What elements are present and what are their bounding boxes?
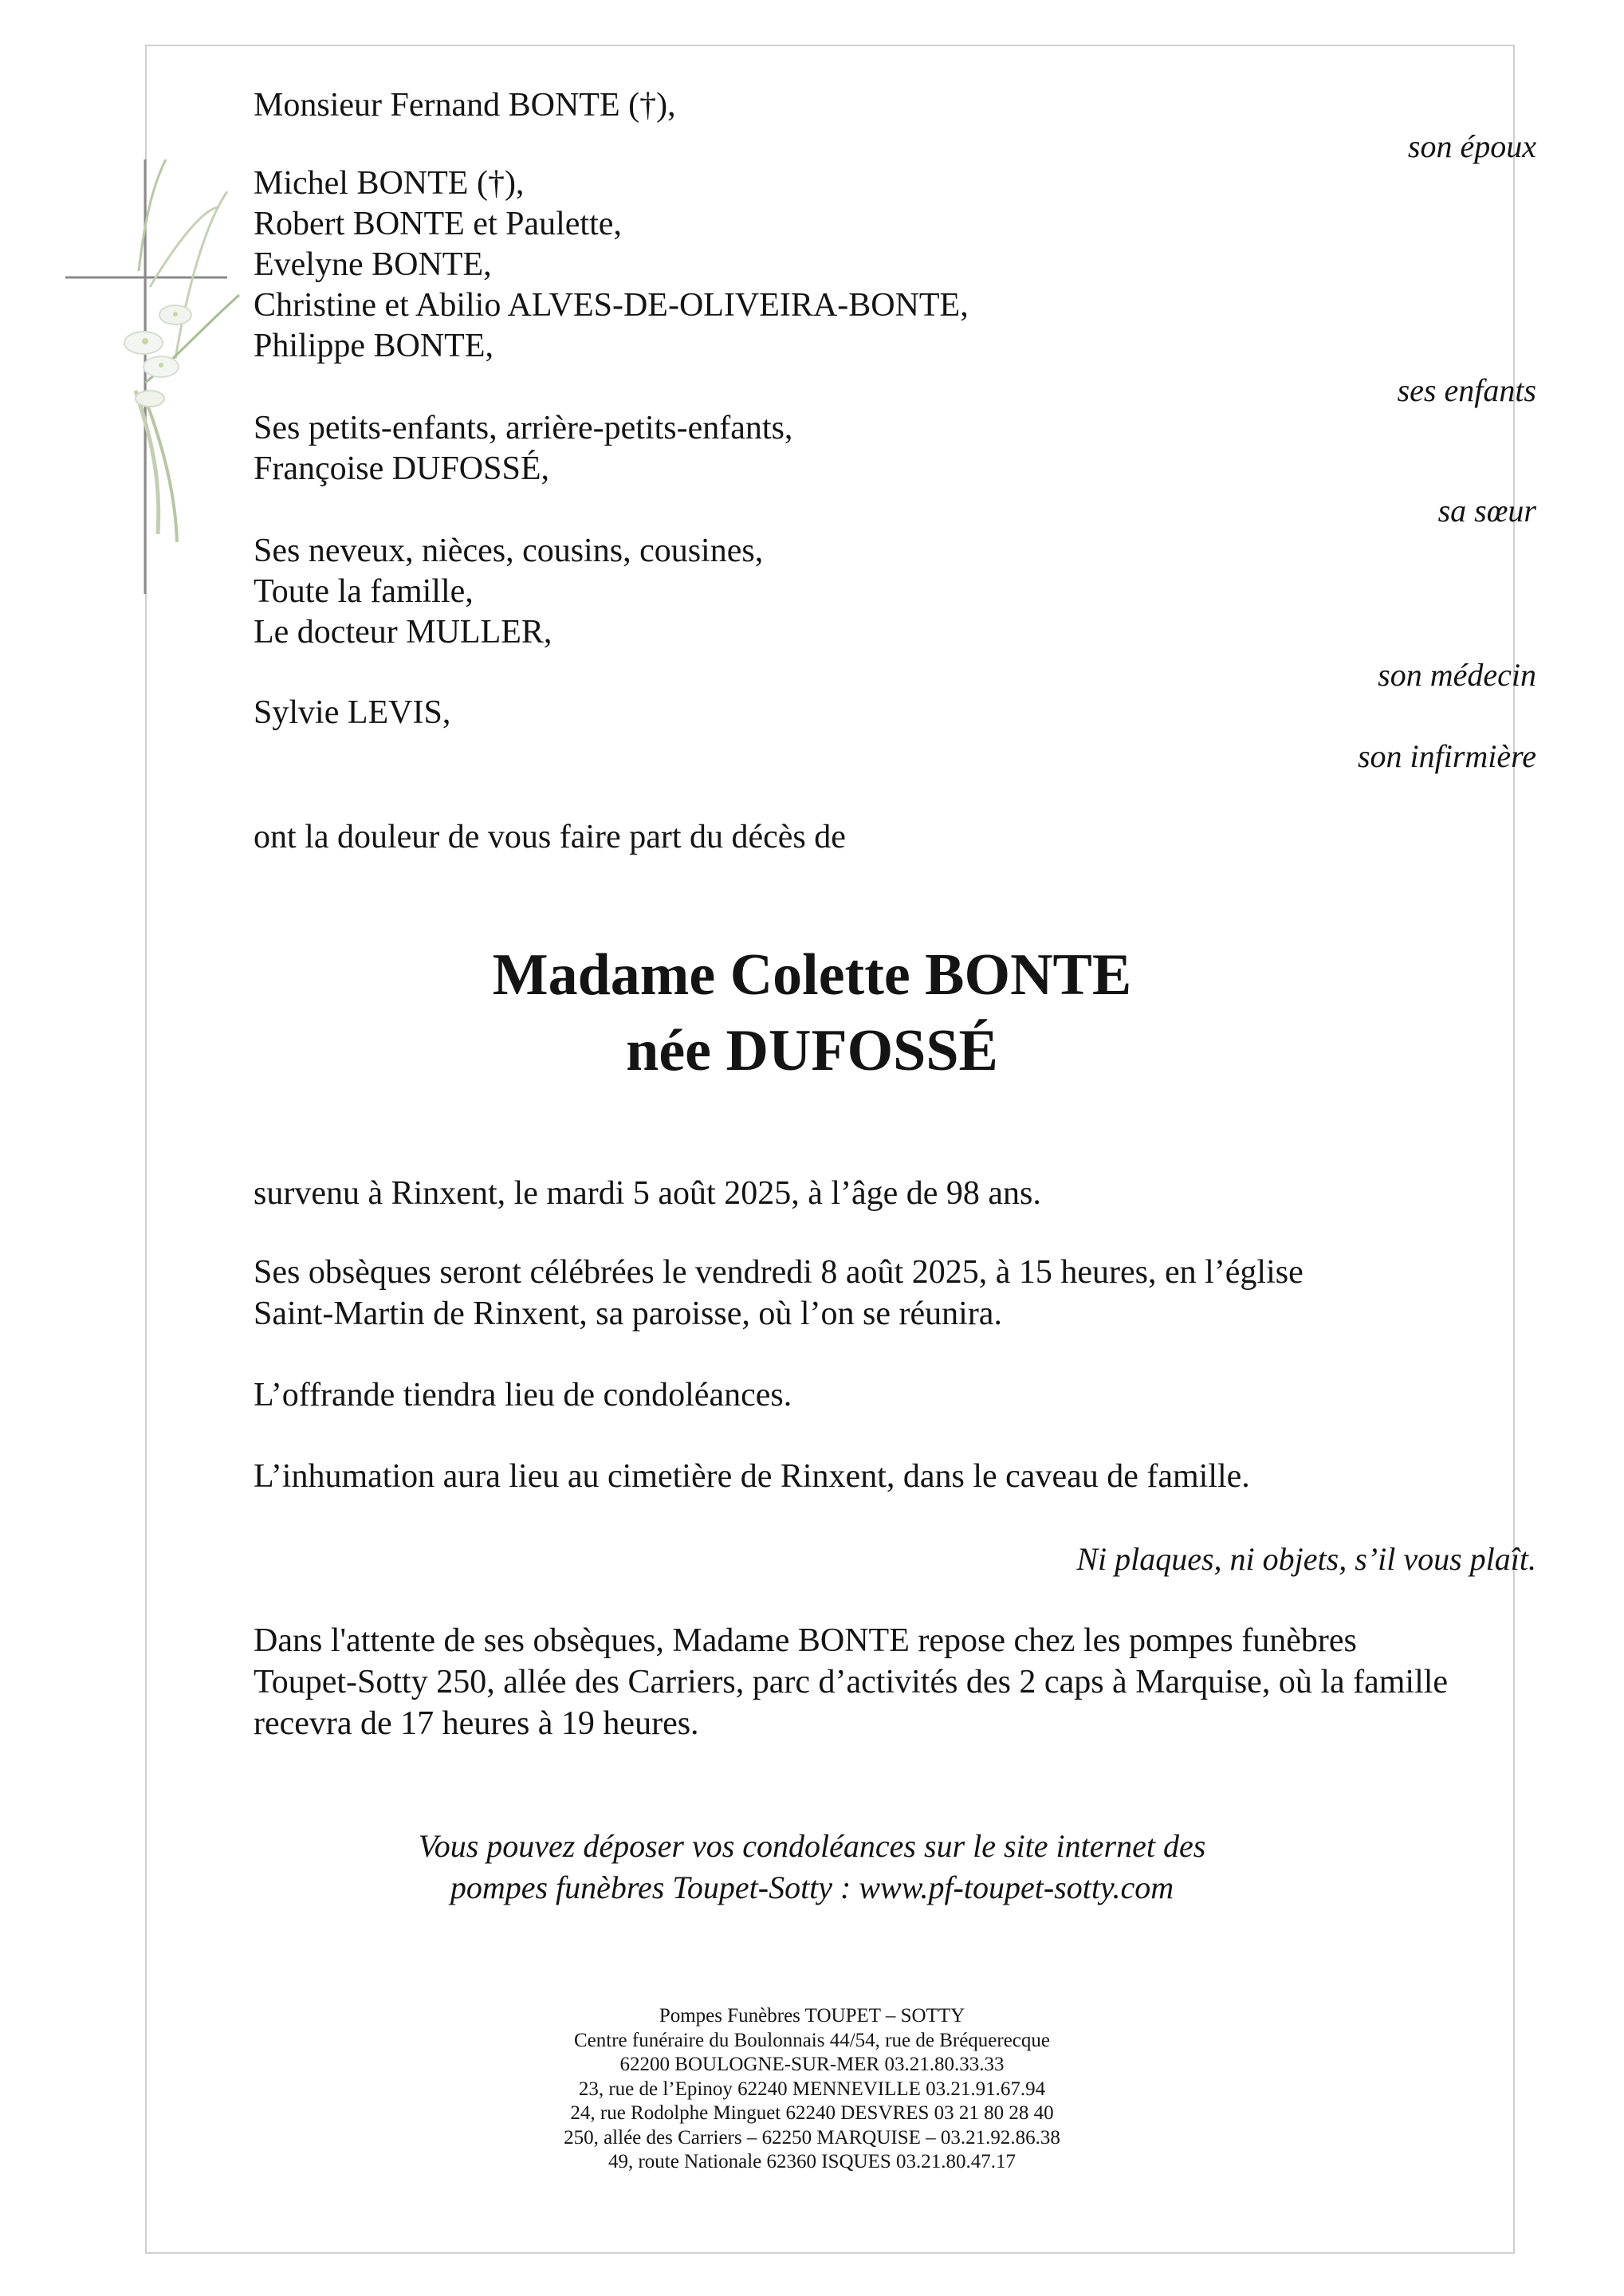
- footer-line: 250, allée des Carriers – 62250 MARQUISE – 03.21.92.86.38: [564, 2126, 1060, 2149]
- family-line: Ses petits-enfants, arrière-petits-enfants,: [254, 410, 793, 446]
- burial-details: L’inhumation aura lieu au cimetière de Rinxent, dans le caveau de famille.: [254, 1458, 1250, 1495]
- family-line: Sylvie LEVIS,: [254, 694, 451, 731]
- rest-details: [254, 1620, 1448, 1744]
- family-line: Le docteur MULLER,: [254, 614, 552, 651]
- rest-line: recevra de 17 heures à 19 heures.: [254, 1705, 699, 1742]
- family-line: Robert BONTE et Paulette,: [254, 206, 622, 242]
- offering-notice: L’offrande tiendra lieu de condoléances.: [254, 1377, 792, 1413]
- no-plaques-notice: Ni plaques, ni objets, s’il vous plaît.: [1076, 1541, 1536, 1577]
- footer-line: Pompes Funèbres TOUPET – SOTTY: [659, 2005, 965, 2027]
- footer-line: 49, route Nationale 62360 ISQUES 03.21.80.47.17: [608, 2151, 1016, 2172]
- family-line: Philippe BONTE,: [254, 328, 493, 364]
- footer-line: 24, rue Rodolphe Minguet 62240 DESVRES 03 21 80 28 40: [570, 2102, 1054, 2124]
- rest-line: Toupet-Sotty 250, allée des Carriers, parc d’activités des 2 caps à Marquise, où la famille: [254, 1664, 1449, 1700]
- family-line: Monsieur Fernand BONTE (†),: [254, 87, 676, 124]
- footer-line: 23, rue de l’Epinoy 62240 MENNEVILLE 03.21.91.67.94: [578, 2078, 1046, 2100]
- funeral-line: Ses obsèques seront célébrées le vendredi 8 août 2025, à 15 heures, en l’église: [254, 1254, 1304, 1291]
- condolences-notice: [0, 1826, 1624, 1909]
- relation-label: son époux: [1407, 128, 1536, 164]
- death-details: survenu à Rinxent, le mardi 5 août 2025, à l’âge de 98 ans.: [254, 1175, 1041, 1212]
- relation-label: son médecin: [1378, 657, 1536, 693]
- family-line: Michel BONTE (†),: [254, 165, 525, 202]
- relation-label: ses enfants: [1397, 372, 1536, 408]
- cross-with-lily-icon: [56, 159, 247, 606]
- funeral-details: [254, 1252, 1304, 1335]
- family-line: Evelyne BONTE,: [254, 246, 492, 283]
- announcement: ont la douleur de vous faire part du décès de: [254, 819, 846, 855]
- footer-line: Centre funéraire du Boulonnais 44/54, rue de Bréquerecque: [573, 2029, 1050, 2051]
- condolences-line: pompes funèbres Toupet-Sotty : www.pf-toupet-sotty.com: [450, 1869, 1174, 1905]
- footer-line: 62200 BOULOGNE-SUR-MER 03.21.80.33.33: [619, 2054, 1005, 2075]
- relation-label: sa sœur: [1437, 493, 1536, 529]
- funeral-line: Saint-Martin de Rinxent, sa paroisse, où l’on se réunira.: [254, 1295, 1002, 1332]
- family-line: Ses neveux, nièces, cousins, cousines,: [254, 533, 764, 569]
- relation-label: son infirmière: [1357, 738, 1536, 774]
- family-line: Christine et Abilio ALVES-DE-OLIVEIRA-BONTE,: [254, 287, 969, 324]
- family-line: Toute la famille,: [254, 573, 474, 610]
- deceased-name: Madame Colette BONTE: [492, 942, 1132, 1008]
- page-border: [145, 45, 1515, 2254]
- deceased-maiden-name: née DUFOSSÉ: [626, 1018, 998, 1083]
- family-line: Françoise DUFOSSÉ,: [254, 450, 550, 487]
- condolences-line: Vous pouvez déposer vos condoléances sur le site internet des: [418, 1828, 1206, 1864]
- rest-line: Dans l'attente de ses obsèques, Madame BONTE repose chez les pompes funèbres: [254, 1622, 1357, 1659]
- funeral-home-footer: [0, 2004, 1624, 2175]
